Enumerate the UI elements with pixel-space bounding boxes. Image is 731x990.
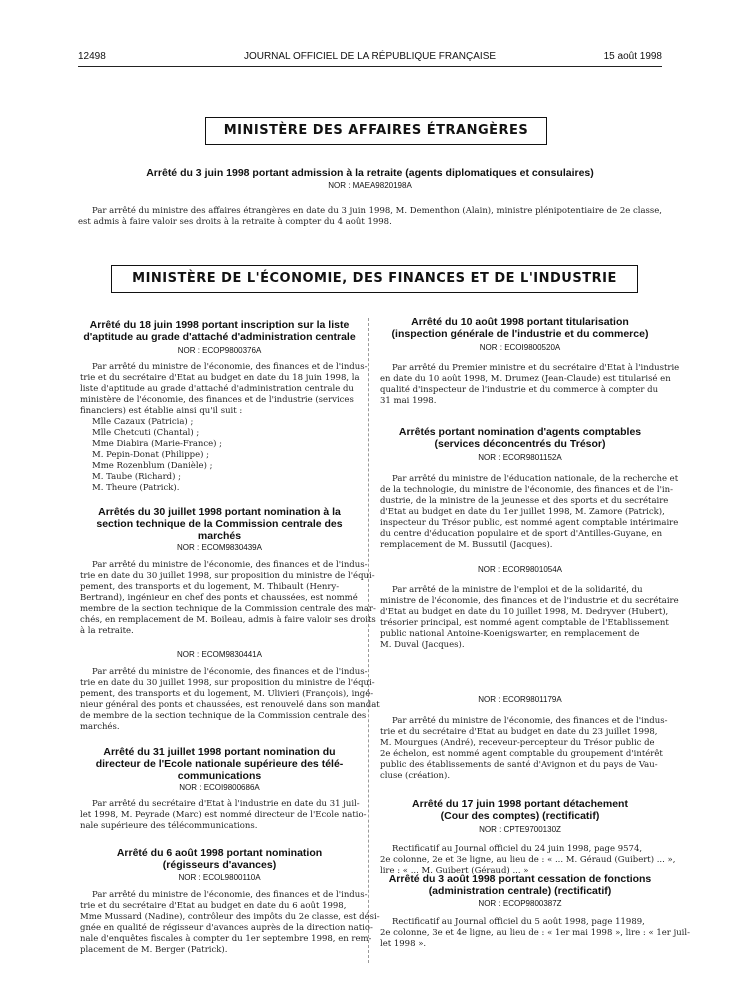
decree-body: Par arrêté du ministre de l'éducation nationale, de la recherche et de la technologie, du ministre de l'économie, des finances et de l'in- dustrie, de la ministre de la jeunesse et des sports et du secrétaire d'Etat au budget en date du 1er juillet 1998, M. Zamore (Patrick), inspecteur du Trésor public, est nommé agent comptable intérimaire du centre d'éducation populaire et de sport d'Antilles-Guyane, en remplacement de M. Bussutil (Jacques).: [380, 474, 679, 550]
nor-reference: NOR : ECOI9800520A: [479, 343, 561, 352]
ministry-name: MINISTÈRE DE L'ÉCONOMIE, DES FINANCES ET DE L'INDUSTRIE: [132, 271, 617, 286]
ministry-heading-foreign-affairs: [205, 117, 547, 145]
decree-title: Arrêté du 31 juillet 1998 portant nomination du directeur de l'Ecole nationale supérieure des télé- communications: [95, 746, 344, 782]
decree-title: Arrêté du 3 juin 1998 portant admission à la retraite (agents diplomatiques et consulaires): [146, 167, 594, 179]
decree-body: Par arrêté du ministre de l'économie, des finances et de l'indus- trie et du secrétaire d'Etat au budget en date du 18 juin 1998, la liste d'aptitude au grade d'attaché d'administration centrale du ministère de l'économie, des finances et de l'industrie (services financiers) est établie ainsi qu'il suit : Mlle Cazaux (Patricia) ; Mlle Chetcuti (Chantal) ; Mme Diabira (Marie-France) ; M. Pepin-Donat (Philippe) ; Mme Rozenblum (Danièle) ; M. Taube (Richard) ; M. Theure (Patrick).: [80, 362, 368, 493]
decree-body: Par arrêté du ministre de l'économie, des finances et de l'indus- trie en date du 30 juillet 1998, sur proposition du ministre de l'équi- pement, des transports et du logement, M. Ulivieri (François), ingé- nieur général des ponts et chaussées, est renouvelé dans son mandat de membre de la section technique de la Commission centrale des marchés.: [80, 667, 380, 732]
nor-reference: NOR : ECOI9800686A: [179, 783, 260, 792]
decree-body: Par arrêté du secrétaire d'Etat à l'industrie en date du 31 juil- let 1998, M. Peyrade (Marc) est nommé directeur de l'Ecole natio- nale supérieure des télécommunications.: [80, 799, 367, 831]
page-number: 12498: [78, 51, 106, 62]
journal-title: JOURNAL OFFICIEL DE LA RÉPUBLIQUE FRANÇAISE: [243, 51, 497, 62]
decree-body: Par arrêté du ministre de l'économie, des finances et de l'indus- trie en date du 30 juillet 1998, sur proposition du ministre de l'équi- pement, des transports et du logement, M. Thibault (Henry- Bertrand), ingénieur en chef des ponts et chaussées, est nommé membre de la section technique de la Commission centrale des mar- chés, en remplacement de M. Boileau, admis à faire valoir ses droits à la retraite.: [80, 560, 376, 636]
header-date: 15 août 1998: [603, 51, 662, 62]
decree-body: Rectificatif au Journal officiel du 5 août 1998, page 11989, 2e colonne, 3e et 4e ligne, au lieu de : « 1er mai 1998 », lire : « 1er juil- let 1998 ».: [380, 917, 690, 949]
decree-body: Rectificatif au Journal officiel du 24 juin 1998, page 9574, 2e colonne, 2e et 3e ligne, au lieu de : « ... M. Géraud (Guibert) ... », lire : « ... M. Guibert (Géraud) ... »: [380, 844, 676, 876]
nor-reference: NOR : MAEA9820198A: [328, 181, 412, 190]
decree-body: Par arrêté du ministre des affaires étrangères en date du 3 juin 1998, M. Dementhon (Alain), ministre plénipotentiaire de 2e classe, est admis à faire valoir ses droits à la retraite à compter du 4 août 1998.: [78, 206, 662, 227]
nor-reference: NOR : ECOL9800110A: [178, 873, 261, 882]
decree-title: Arrêté du 18 juin 1998 portant inscription sur la liste d'aptitude au grade d'attaché d'administration centrale: [83, 319, 356, 343]
decree-title: Arrêtés du 30 juillet 1998 portant nomination à la section technique de la Commission centrale des marchés: [96, 506, 343, 542]
decree-body: Par arrêté de la ministre de l'emploi et de la solidarité, du ministre de l'économie, des finances et de l'industrie et du secrétaire d'Etat au budget en date du 10 juillet 1998, M. Dedryver (Hubert), trésorier principal, est nommé agent comptable de l'Etablissement public national Antoine-Koenigswarter, en remplacement de M. Duval (Jacques).: [380, 585, 679, 650]
nor-reference: NOR : ECOR9801179A: [478, 695, 562, 704]
nor-reference: NOR : ECOP9800387Z: [478, 899, 562, 908]
nor-reference: NOR : ECOP9800376A: [177, 346, 262, 355]
decree-body: Par arrêté du ministre de l'économie, des finances et de l'indus- trie et du secrétaire d'Etat au budget en date du 6 août 1998, Mme Mussard (Nadine), contrôleur des impôts du 2e classe, est dési- gnée en qualité de régisseur d'avances auprès de la direction natio- nale d'enquêtes fiscales à compter du 1er septembre 1998, en rem- placement de M. Berger (Patrick).: [80, 890, 380, 955]
nor-reference: NOR : ECOR9801054A: [477, 565, 563, 574]
column-divider: [368, 318, 369, 963]
decree-title: Arrêté du 10 août 1998 portant titularisation (inspection générale de l'industrie et du commerce): [391, 316, 649, 340]
ministry-name: MINISTÈRE DES AFFAIRES ÉTRANGÈRES: [223, 123, 529, 138]
nor-reference: NOR : ECOR9801152A: [478, 453, 562, 462]
decree-title: Arrêté du 6 août 1998 portant nomination (régisseurs d'avances): [116, 847, 323, 871]
nor-reference: NOR : ECOM9830439A: [177, 543, 262, 552]
decree-body: Par arrêté du Premier ministre et du secrétaire d'Etat à l'industrie en date du 10 août 1998, M. Drumez (Jean-Claude) est titularisé en qualité d'inspecteur de l'industrie et du commerce à compter du 31 mai 1998.: [380, 363, 680, 406]
header-rule: [78, 66, 662, 67]
nor-reference: NOR : ECOM9830441A: [177, 650, 262, 659]
decree-title: Arrêté du 3 août 1998 portant cessation de fonctions (administration centrale) (rectificatif): [388, 873, 652, 897]
ministry-heading-economy: [111, 265, 638, 293]
decree-title: Arrêtés portant nomination d'agents comptables (services déconcentrés du Trésor): [398, 426, 642, 450]
decree-title: Arrêté du 17 juin 1998 portant détachement (Cour des comptes) (rectificatif): [412, 798, 628, 822]
nor-reference: NOR : CPTE9700130Z: [479, 825, 561, 834]
decree-body: Par arrêté du ministre de l'économie, des finances et de l'indus- trie et du secrétaire d'Etat au budget en date du 23 juillet 1998, M. Mourgues (André), receveur-percepteur du Trésor public de 2e échelon, est nommé agent comptable du groupement d'intérêt public des établissements de santé d'Avignon et du pays de Vau- cluse (création).: [380, 716, 668, 781]
